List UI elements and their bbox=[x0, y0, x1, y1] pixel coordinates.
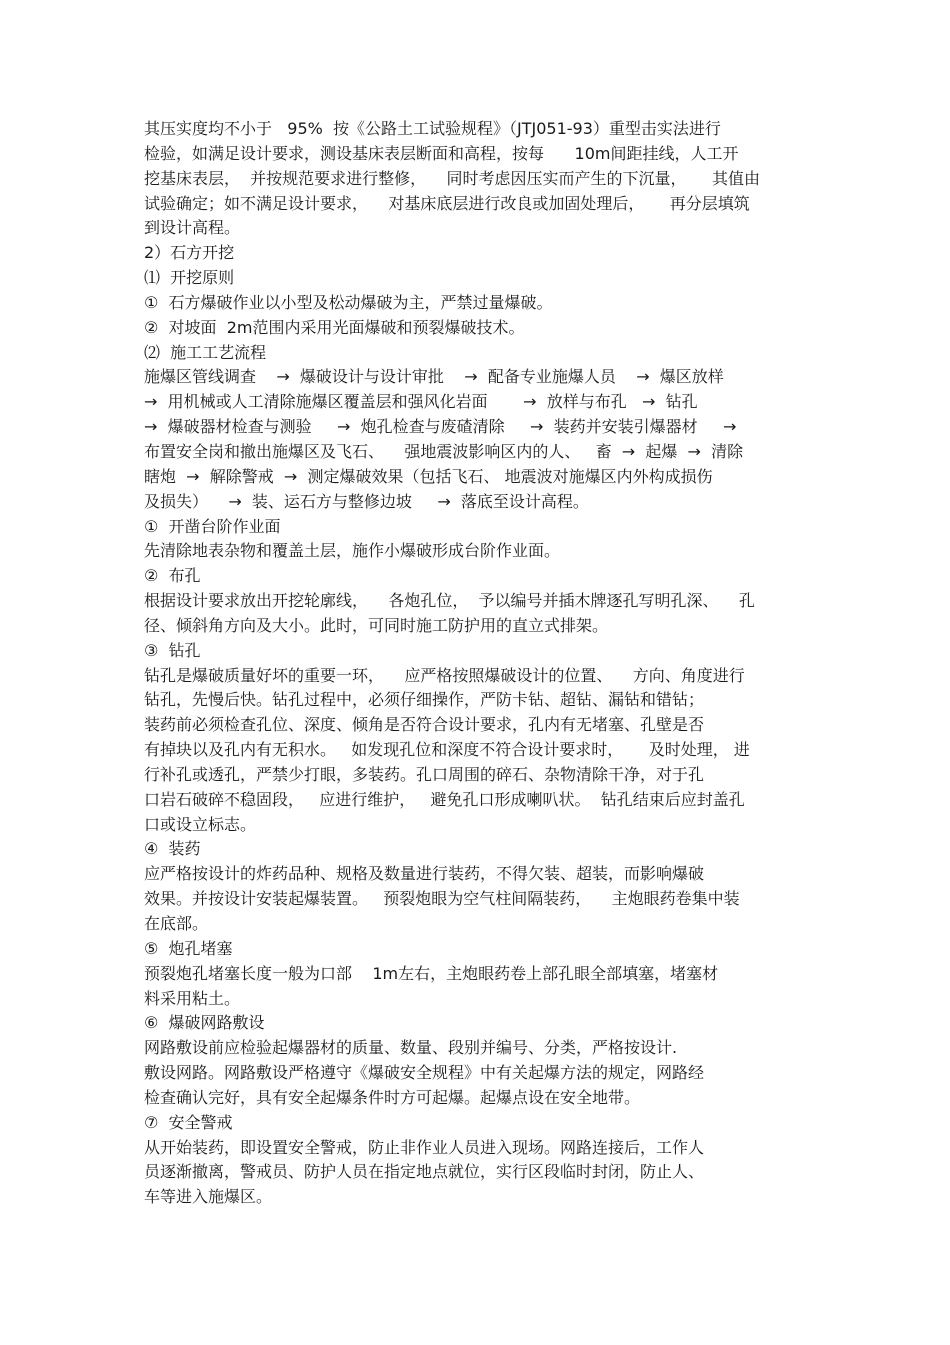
text-line: ⑦ 安全警戒 bbox=[144, 1112, 233, 1132]
text-line: ⑴ 开挖原则 bbox=[144, 268, 235, 288]
text-line: 有掉块以及孔内有无积水。 如发现孔位和深度不符合设计要求时， 及时处理， 进 bbox=[144, 740, 750, 760]
text-line: 料采用粘土。 bbox=[144, 988, 241, 1008]
text-line: → 用机械或人工清除施爆区覆盖层和强风化岩面 → 放样与布孔 → 钻孔 bbox=[144, 392, 698, 412]
text-line: 其压实度均不小于 95% 按《公路土工试验规程》（JTJ051-93）重型击实法进行 bbox=[144, 119, 721, 138]
text-line: ④ 装药 bbox=[144, 839, 201, 859]
text-line: 挖基床表层， 并按规范要求进行整修， 同时考虑因压实而产生的下沉量， 其值由 bbox=[144, 168, 760, 188]
text-line: ① 石方爆破作业以小型及松动爆破为主，严禁过量爆破。 bbox=[144, 292, 553, 312]
text-line: ⑥ 爆破网路敷设 bbox=[144, 1013, 265, 1033]
text-line: ⑤ 炮孔堵塞 bbox=[144, 938, 233, 958]
text-line: ⑵ 施工工艺流程 bbox=[144, 342, 267, 362]
text-line: 网路敷设前应检验起爆器材的质量、数量、段别并编号、分类，严格按设计. bbox=[144, 1038, 678, 1058]
text-line: 从开始装药，即设置安全警戒，防止非作业人员进入现场。网路连接后，工作人 bbox=[144, 1137, 705, 1157]
text-line: 钻孔是爆破质量好坏的重要一环， 应严格按照爆破设计的位置、 方向、角度进行 bbox=[144, 665, 745, 685]
text-line: 应严格按设计的炸药品种、规格及数量进行装药，不得欠装、超装，而影响爆破 bbox=[144, 864, 705, 884]
text-line: 先清除地表杂物和覆盖土层，施作小爆破形成台阶作业面。 bbox=[144, 541, 561, 561]
text-line: 根据设计要求放出开挖轮廓线， 各炮孔位， 予以编号并插木牌逐孔写明孔深、 孔 bbox=[144, 591, 755, 611]
document-body bbox=[144, 117, 814, 1210]
text-line: 口岩石破碎不稳固段， 应进行维护， 避免孔口形成喇叭状。 钻孔结束后应封盖孔 bbox=[144, 789, 745, 809]
text-line: 到设计高程。 bbox=[144, 218, 241, 238]
text-line: 2）石方开挖 bbox=[144, 243, 235, 263]
text-line: 在底部。 bbox=[144, 914, 209, 933]
text-line: 口或设立标志。 bbox=[144, 814, 257, 834]
text-line: 施爆区管线调查 → 爆破设计与设计审批 → 配备专业施爆人员 → 爆区放样 bbox=[144, 367, 724, 387]
text-line: 布置安全岗和撤出施爆区及飞石、 强地震波影响区内的人、 畜 → 起爆 → 清除 bbox=[144, 441, 744, 461]
text-line: 钻孔，先慢后快。钻孔过程中，必须仔细操作，严防卡钻、超钻、漏钻和错钻； bbox=[144, 690, 705, 710]
text-line: 径、倾斜角方向及大小。此时，可同时施工防护用的直立式排架。 bbox=[144, 615, 609, 635]
text-line: 敷设网路。网路敷设严格遵守《爆破安全规程》中有关起爆方法的规定，网路经 bbox=[144, 1063, 705, 1083]
text-line: ① 开凿台阶作业面 bbox=[144, 516, 281, 536]
text-line: 行补孔或透孔，严禁少打眼，多装药。孔口周围的碎石、杂物清除干净，对于孔 bbox=[144, 764, 705, 784]
text-line: 装药前必须检查孔位、深度、倾角是否符合设计要求，孔内有无堵塞、孔壁是否 bbox=[144, 715, 705, 735]
text-line: 及损失） → 装、运石方与整修边坡 → 落底至设计高程。 bbox=[144, 491, 589, 511]
text-line: ② 布孔 bbox=[144, 566, 201, 586]
text-line: 试验确定；如不满足设计要求， 对基床底层进行改良或加固处理后， 再分层填筑 bbox=[144, 193, 750, 213]
text-line: 预裂炮孔堵塞长度一般为口部 1m左右，主炮眼药卷上部孔眼全部填塞，堵塞材 bbox=[144, 963, 719, 983]
text-line: 效果。并按设计安装起爆装置。 预裂炮眼为空气柱间隔装药， 主炮眼药卷集中装 bbox=[144, 889, 740, 909]
text-line: ② 对坡面 2m范围内采用光面爆破和预裂爆破技术。 bbox=[144, 317, 525, 337]
text-line: 瞎炮 → 解除警戒 → 测定爆破效果（包括飞石、 地震波对施爆区内外构成损伤 bbox=[144, 466, 713, 486]
text-line: 检查确认完好，具有安全起爆条件时方可起爆。起爆点设在安全地带。 bbox=[144, 1087, 641, 1107]
text-line: → 爆破器材检查与测验 → 炮孔检查与废碴清除 → 装药并安装引爆器材 → bbox=[144, 417, 737, 437]
text-line: 检验，如满足设计要求，测设基床表层断面和高程，按每 10m间距挂线，人工开 bbox=[144, 143, 739, 163]
text-line: ③ 钻孔 bbox=[144, 640, 201, 660]
text-line: 车等进入施爆区。 bbox=[144, 1187, 273, 1207]
text-line: 员逐渐撤离，警戒员、防护人员在指定地点就位，实行区段临时封闭，防止人、 bbox=[144, 1162, 705, 1182]
